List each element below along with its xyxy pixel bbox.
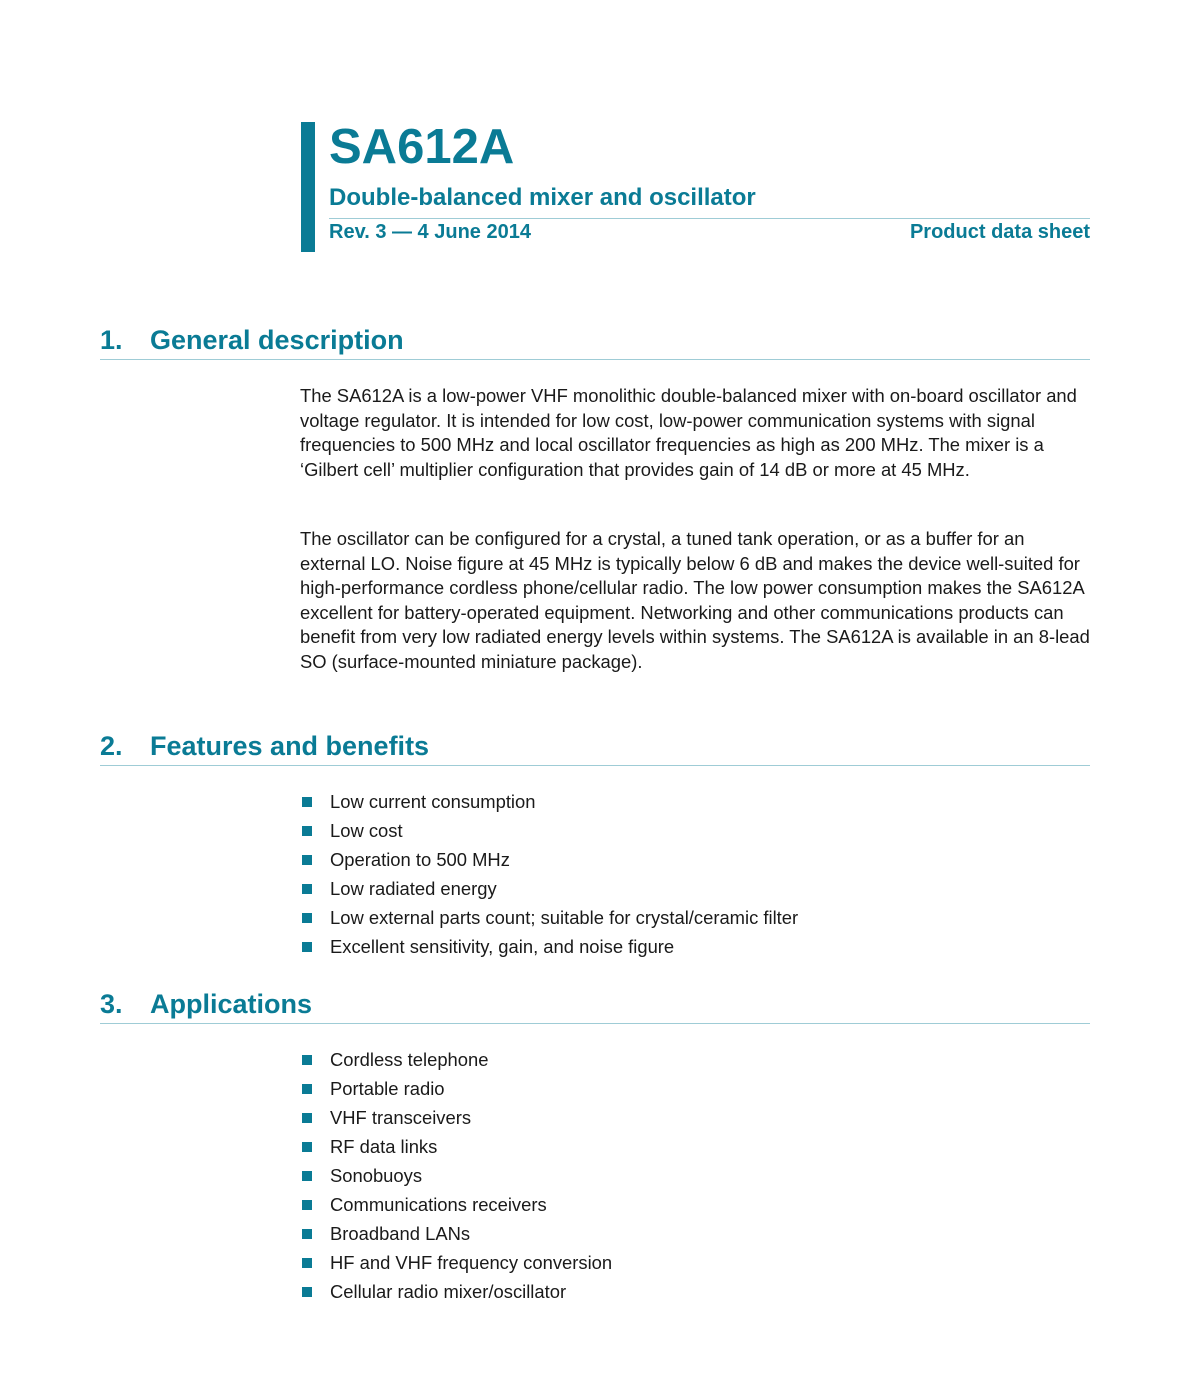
bullet-icon xyxy=(302,1113,312,1123)
bullet-icon xyxy=(302,1055,312,1065)
list-item: Cellular radio mixer/oscillator xyxy=(300,1277,1090,1306)
features-list xyxy=(300,787,1090,961)
list-item: Broadband LANs xyxy=(300,1219,1090,1248)
section-heading-features xyxy=(100,727,1090,766)
bullet-icon xyxy=(302,913,312,923)
header-divider xyxy=(329,218,1090,219)
list-item: VHF transceivers xyxy=(300,1103,1090,1132)
bullet-icon xyxy=(302,1200,312,1210)
general-description-paragraph-1: The SA612A is a low-power VHF monolithic double-balanced mixer with on-board oscillator and voltage regulator. It is intended for low cost, low-power communication systems with signal frequencies to 500 MHz and local oscillator frequencies as high as 200 MHz. The mixer is a ‘Gilbert cell’ multiplier configuration that provides gain of 14 dB or more at 45 MHz. xyxy=(300,385,1077,480)
bullet-icon xyxy=(302,797,312,807)
section-title: Applications xyxy=(150,989,313,1019)
list-item: Cordless telephone xyxy=(300,1045,1090,1074)
applications-list xyxy=(300,1045,1090,1306)
bullet-icon xyxy=(302,884,312,894)
bullet-icon xyxy=(302,942,312,952)
list-item: Communications receivers xyxy=(300,1190,1090,1219)
section-heading-applications xyxy=(100,985,1090,1024)
part-number-title: SA612A xyxy=(329,120,515,174)
list-item: HF and VHF frequency conversion xyxy=(300,1248,1090,1277)
list-item: Low external parts count; suitable for crystal/ceramic filter xyxy=(300,903,1090,932)
section-title: General description xyxy=(150,325,404,355)
list-item: Low radiated energy xyxy=(300,874,1090,903)
list-item: Low current consumption xyxy=(300,787,1090,816)
list-item: Low cost xyxy=(300,816,1090,845)
bullet-icon xyxy=(302,1171,312,1181)
header-accent-bar xyxy=(301,122,315,252)
bullet-icon xyxy=(302,826,312,836)
section-heading-general-description xyxy=(100,321,1090,360)
list-item: Sonobuoys xyxy=(300,1161,1090,1190)
list-item: Portable radio xyxy=(300,1074,1090,1103)
section-number: 2. xyxy=(100,731,123,761)
general-description-paragraph-2: The oscillator can be configured for a crystal, a tuned tank operation, or as a buffer for an external LO. Noise figure at 45 MHz is typically below 6 dB and makes the device well-suited for high-performance cordless phone/cellular radio. The low power consumption makes the SA612A excellent for battery-operated equipment. Networking and other communications products can benefit from very low radiated energy levels within systems. The SA612A is available in an 8-lead SO (surface-mounted miniature package). xyxy=(300,528,1090,672)
section-number: 1. xyxy=(100,325,123,355)
list-item: Excellent sensitivity, gain, and noise figure xyxy=(300,932,1090,961)
list-item: Operation to 500 MHz xyxy=(300,845,1090,874)
bullet-icon xyxy=(302,1287,312,1297)
bullet-icon xyxy=(302,1258,312,1268)
document-header xyxy=(301,122,1090,252)
section-number: 3. xyxy=(100,989,123,1019)
section-title: Features and benefits xyxy=(150,731,430,761)
document-type-label: Product data sheet xyxy=(909,221,1090,243)
bullet-icon xyxy=(302,1084,312,1094)
bullet-icon xyxy=(302,1229,312,1239)
document-subtitle: Double-balanced mixer and oscillator xyxy=(329,184,756,211)
bullet-icon xyxy=(302,1142,312,1152)
bullet-icon xyxy=(302,855,312,865)
list-item: RF data links xyxy=(300,1132,1090,1161)
revision-info: Rev. 3 — 4 June 2014 xyxy=(329,221,531,243)
